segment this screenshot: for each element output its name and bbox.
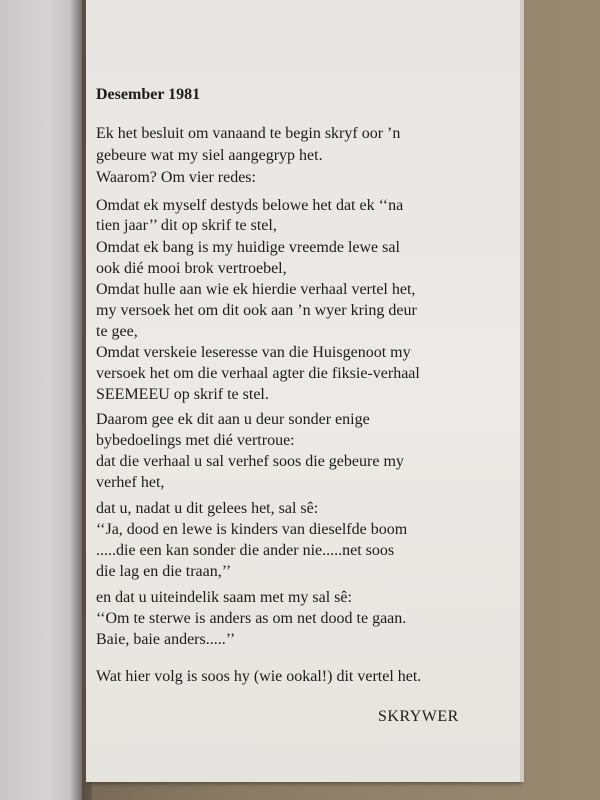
text-line: Omdat ek bang is my huidige vreemde lewe sal xyxy=(96,239,400,256)
quote-line: ‘‘Om te sterwe is anders as om net dood te gaan. xyxy=(96,610,407,627)
text-line: versoek het om die verhaal agter die fiksie-verhaal xyxy=(96,365,420,382)
text-line: en dat u uiteindelik saam met my sal sê: xyxy=(96,589,352,606)
text-line: bybedoelings met dié vertroue: xyxy=(96,432,295,449)
text-line: tien jaar’’ dit op skrif te stel, xyxy=(96,217,277,234)
text-line: SEEMEEU op skrif te stel. xyxy=(96,386,269,403)
text-line: gebeure wat my siel aangegryp het. xyxy=(96,147,323,164)
signature: SKRYWER xyxy=(378,708,459,725)
closing-line: Wat hier volg is soos hy (wie ookal!) dit vertel het. xyxy=(96,668,422,685)
text-line: Omdat verskeie leseresse van die Huisgenoot my xyxy=(96,344,411,361)
text-line: verhef het, xyxy=(96,474,165,491)
quote-line: ‘‘Ja, dood en lewe is kinders van dieselfde boom xyxy=(96,521,408,538)
text-line: te gee, xyxy=(96,323,138,340)
text-line: dat u, nadat u dit gelees het, sal sê: xyxy=(96,500,319,517)
text-line: Ek het besluit om vanaand te begin skryf oor ’n xyxy=(96,125,401,142)
text-line: Daarom gee ek dit aan u deur sonder enige xyxy=(96,411,370,428)
text-line: ook dié mooi brok vertroebel, xyxy=(96,260,287,277)
date-heading: Desember 1981 xyxy=(96,86,201,103)
page-edge xyxy=(520,0,524,782)
quote-line: .....die een kan sonder die ander nie.....net soos xyxy=(96,542,395,559)
text-line: my versoek het om dit ook aan ’n wyer kring deur xyxy=(96,302,417,319)
text-line: Omdat ek myself destyds belowe het dat ek ‘‘na xyxy=(96,197,404,214)
text-line: Waarom? Om vier redes: xyxy=(96,169,256,186)
text-line: Omdat hulle aan wie ek hierdie verhaal vertel het, xyxy=(96,281,416,298)
quote-line: die lag en die traan,’’ xyxy=(96,563,232,580)
quote-line: Baie, baie anders.....’’ xyxy=(96,631,236,648)
text-line: dat die verhaal u sal verhef soos die gebeure my xyxy=(96,453,404,470)
